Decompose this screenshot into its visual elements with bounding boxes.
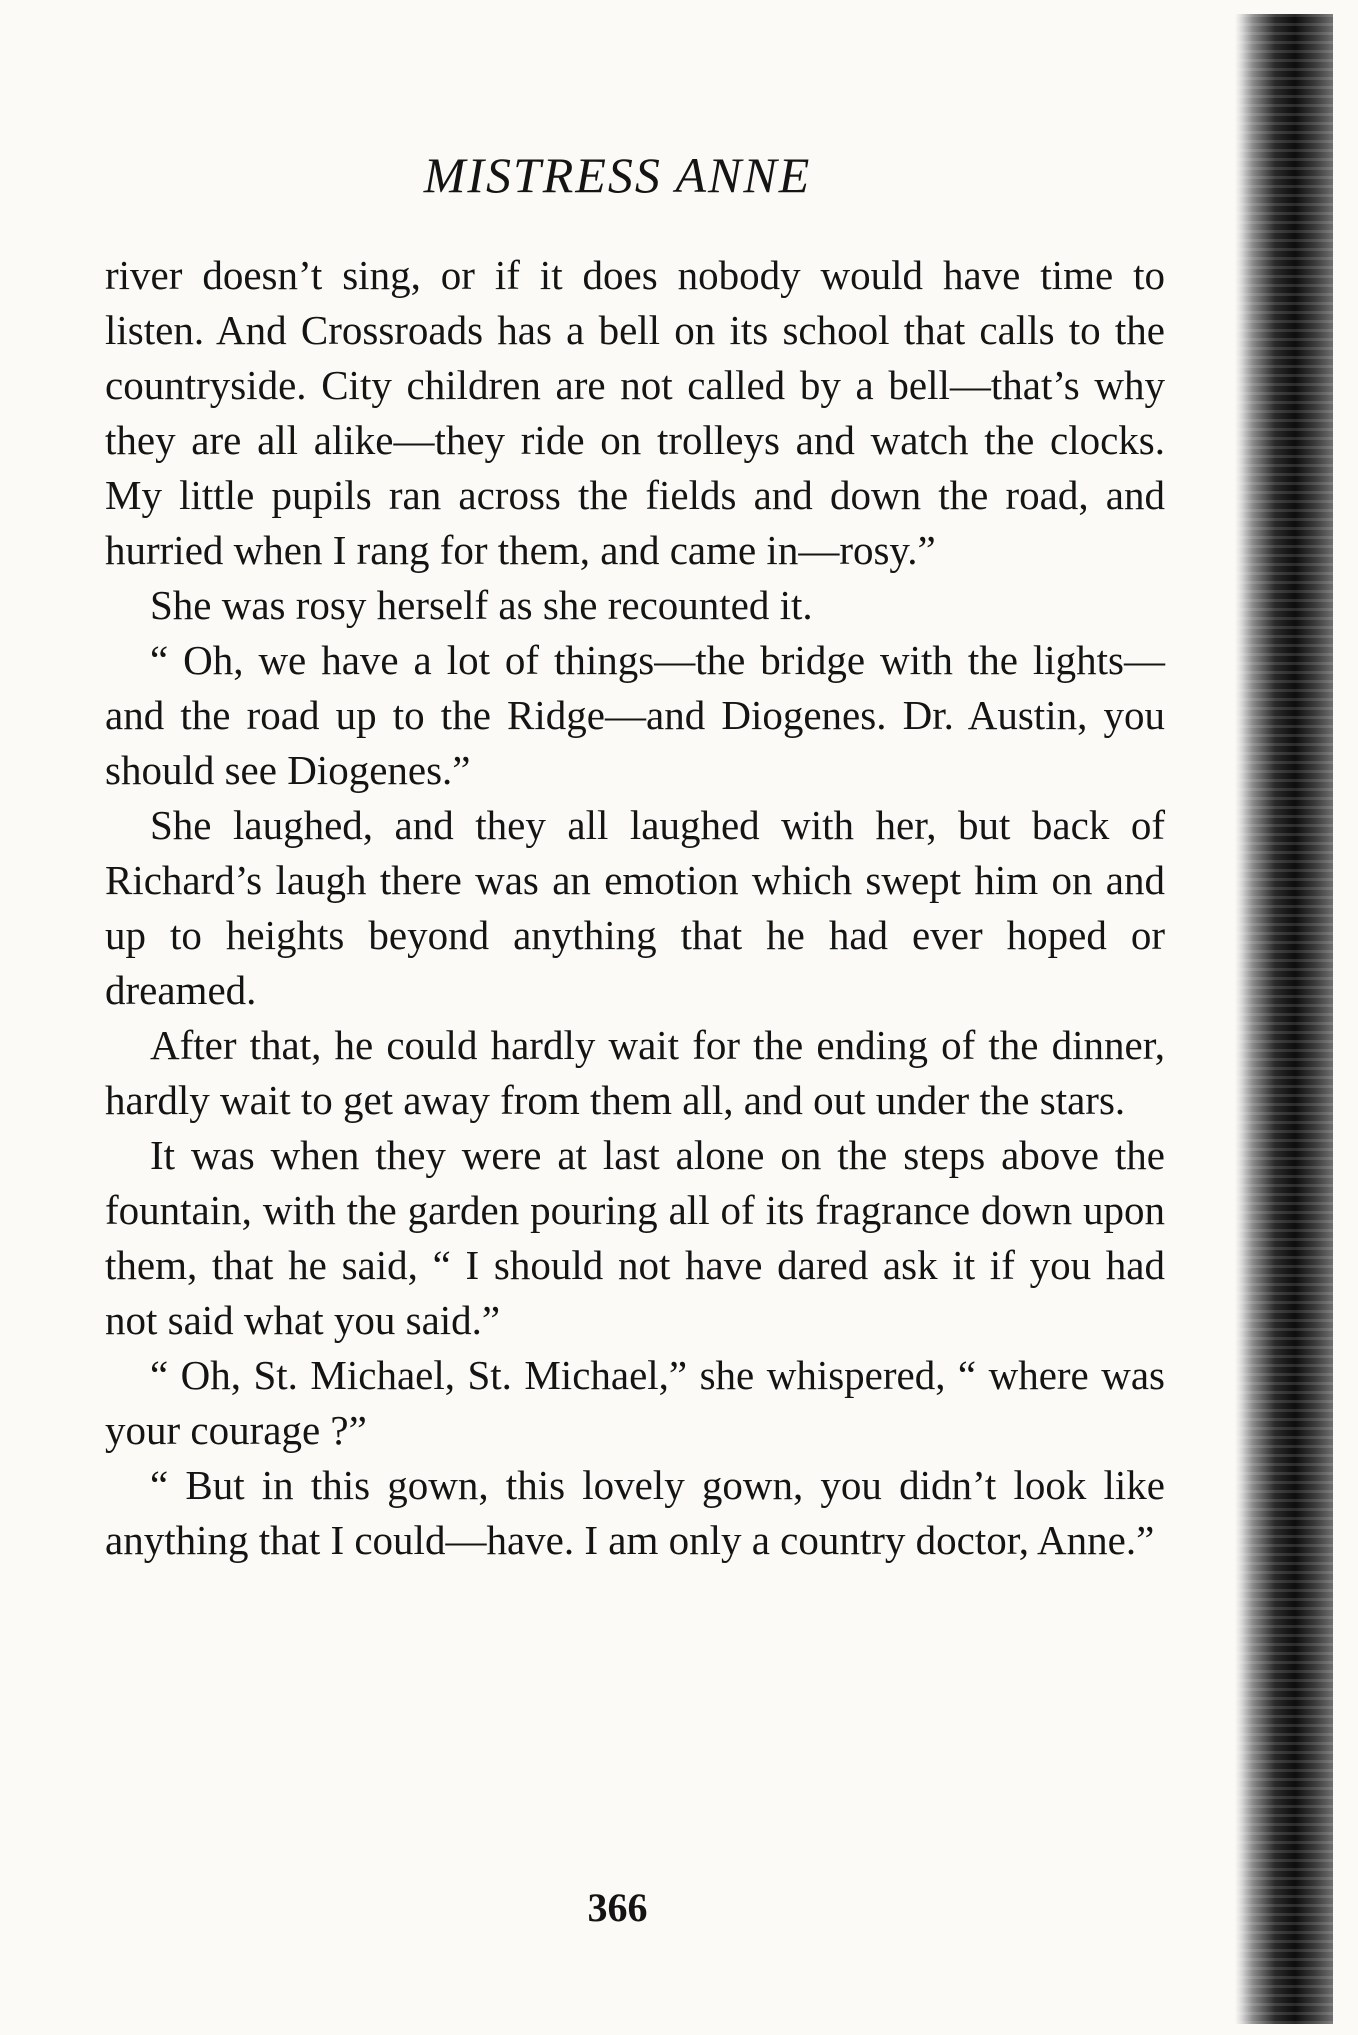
book-gutter-shadow bbox=[1235, 14, 1333, 2024]
paragraph: After that, he could hardly wait for the ending of the dinner, hardly wait to get away from them all, and out under the stars. bbox=[105, 1022, 1165, 1123]
paragraph: “ Oh, we have a lot of things—the bridge with the lights—and the road up to the Ridge—and Diogenes. Dr. Austin, you should see Diogenes.” bbox=[105, 637, 1165, 793]
paragraph: It was when they were at last alone on the steps above the fountain, with the garden pouring all of its fragrance down upon them, that he said, “ I should not have dared ask it if you had not said what you said.” bbox=[105, 1132, 1165, 1343]
page-body bbox=[105, 248, 1165, 1568]
paragraph: She was rosy herself as she recounted it. bbox=[150, 582, 813, 628]
paragraph: “ But in this gown, this lovely gown, you didn’t look like anything that I could—have. I am only a country doctor, Anne.” bbox=[105, 1462, 1165, 1563]
running-head: MISTRESS ANNE bbox=[423, 147, 812, 203]
paragraph-continued: river doesn’t sing, or if it does nobody would have time to listen. And Crossroads has a bell on its school that calls to the countryside. City children are not called by a bell—that’s why they are all alike—they ride on trolleys and watch the clocks. My little pupils ran across the fields and down the road, and hurried when I rang for them, and came in—rosy.” bbox=[105, 252, 1165, 573]
paragraph: She laughed, and they all laughed with her, but back of Richard’s laugh there was an emotion which swept him on and up to heights beyond anything that he had ever hoped or dreamed. bbox=[105, 802, 1165, 1013]
page-number: 366 bbox=[587, 1885, 648, 1930]
paragraph: “ Oh, St. Michael, St. Michael,” she whispered, “ where was your courage ?” bbox=[105, 1352, 1165, 1453]
